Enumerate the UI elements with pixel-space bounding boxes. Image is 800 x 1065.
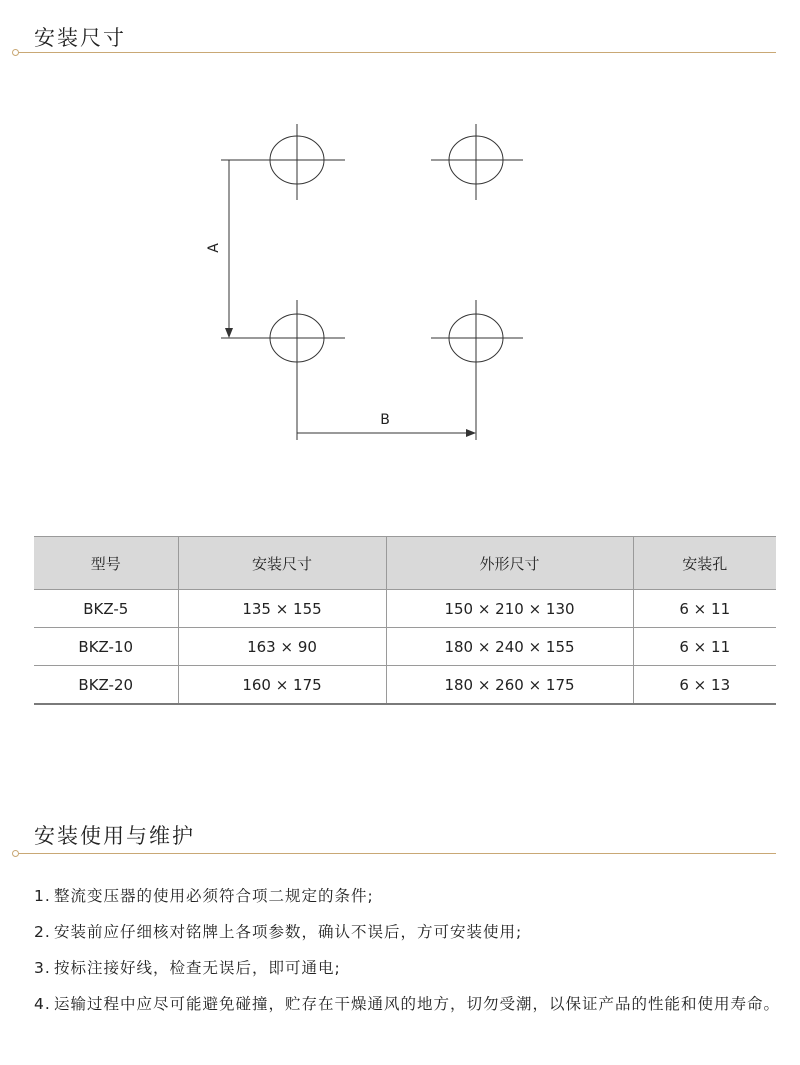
header-install-size: 安装尺寸 bbox=[178, 537, 386, 590]
instructions-list bbox=[34, 878, 784, 1022]
list-item bbox=[34, 914, 784, 950]
cell-model: BKZ-10 bbox=[34, 628, 178, 666]
list-item-number: 2. bbox=[34, 923, 51, 941]
spec-table bbox=[34, 536, 776, 705]
section-title-usage-maintenance: 安装使用与维护 bbox=[34, 824, 195, 848]
mounting-hole-diagram bbox=[0, 0, 800, 520]
list-item-text: 安装前应仔细核对铭牌上各项参数，确认不误后，方可安装使用; bbox=[54, 923, 523, 941]
header-model: 型号 bbox=[34, 537, 178, 590]
list-item bbox=[34, 878, 784, 914]
list-item-number: 1. bbox=[34, 887, 51, 905]
table-row bbox=[34, 666, 776, 705]
header-mount-hole: 安装孔 bbox=[633, 537, 776, 590]
list-item-text: 整流变压器的使用必须符合项二规定的条件; bbox=[54, 887, 374, 905]
dimension-arrow-a bbox=[225, 328, 233, 338]
table-header-row bbox=[34, 537, 776, 590]
dimension-label-a: A bbox=[206, 243, 222, 253]
mounting-hole-top-right bbox=[431, 124, 523, 200]
list-item bbox=[34, 986, 784, 1022]
dimension-label-b: B bbox=[380, 412, 390, 428]
mounting-hole-top-left bbox=[221, 124, 345, 200]
table-row bbox=[34, 628, 776, 666]
cell-outline-size: 150 × 210 × 130 bbox=[386, 590, 633, 628]
list-item-text: 运输过程中应尽可能避免碰撞，贮存在干燥通风的地方，切勿受潮，以保证产品的性能和使用寿命。 bbox=[54, 995, 781, 1013]
cell-mount-hole: 6 × 13 bbox=[633, 666, 776, 705]
list-item-text: 按标注接好线，检查无误后，即可通电; bbox=[54, 959, 341, 977]
mounting-hole-bottom-left bbox=[221, 300, 345, 440]
list-item-number: 4. bbox=[34, 995, 51, 1013]
cell-install-size: 160 × 175 bbox=[178, 666, 386, 705]
dimension-arrow-b bbox=[466, 429, 476, 437]
cell-model: BKZ-5 bbox=[34, 590, 178, 628]
header-outline-size: 外形尺寸 bbox=[386, 537, 633, 590]
cell-mount-hole: 6 × 11 bbox=[633, 590, 776, 628]
cell-outline-size: 180 × 260 × 175 bbox=[386, 666, 633, 705]
section-title-install-size: 安装尺寸 bbox=[34, 26, 126, 50]
cell-mount-hole: 6 × 11 bbox=[633, 628, 776, 666]
cell-model: BKZ-20 bbox=[34, 666, 178, 705]
mounting-hole-bottom-right bbox=[431, 300, 523, 440]
section-divider bbox=[14, 853, 776, 854]
table-row bbox=[34, 590, 776, 628]
cell-outline-size: 180 × 240 × 155 bbox=[386, 628, 633, 666]
list-item bbox=[34, 950, 784, 986]
cell-install-size: 135 × 155 bbox=[178, 590, 386, 628]
cell-install-size: 163 × 90 bbox=[178, 628, 386, 666]
section-divider-dot bbox=[12, 850, 19, 857]
list-item-number: 3. bbox=[34, 959, 51, 977]
